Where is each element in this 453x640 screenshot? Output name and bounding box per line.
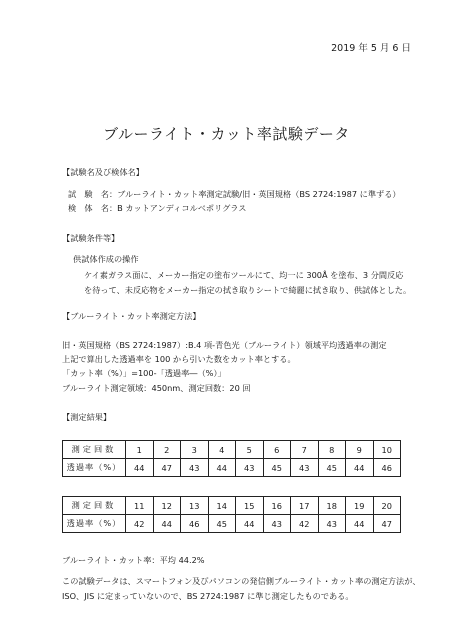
method-measurement-range: ブルーライト測定領域：450nm、測定回数：20 回	[62, 383, 251, 393]
method-line-2: 上記で算出した透過率を 100 から引いた数をカット率とする。	[62, 354, 296, 364]
count-cell: 9	[346, 441, 374, 459]
test-name-line: 試 験 名：ブルーライト・カット率測定試験/旧・英国規格（BS 2724:1987 に準ずる）	[68, 189, 401, 199]
table-row-count	[63, 441, 401, 459]
average-cut-rate: ブルーライト・カット率：平均 44.2%	[62, 555, 205, 565]
count-cell: 12	[153, 497, 181, 515]
method-line-1: 旧・英国規格（BS 2724:1987）:B.4 項-青色光（ブルーライト）領域平均透過率の測定	[62, 340, 387, 350]
footnote-line-2: ISO、JIS に定まっていないので、BS 2724:1987 に準じ測定したものである。	[62, 591, 354, 601]
specimen-prep-line-1: ケイ素ガラス面に、メーカー指定の塗布ツールにて、均一に 300Å を塗布、3 分間反応	[84, 270, 404, 280]
row-label-count: 測定回数	[63, 497, 126, 515]
document-title: ブルーライト・カット率試験データ	[103, 125, 350, 143]
table-row-transmittance	[63, 459, 401, 477]
value-cell: 43	[291, 459, 319, 477]
section-heading-conditions: 【試験条件等】	[62, 233, 120, 243]
value-cell: 44	[208, 459, 236, 477]
count-cell: 6	[263, 441, 291, 459]
count-cell: 2	[153, 441, 181, 459]
section-heading-results: 【測定結果】	[62, 412, 112, 422]
value-cell: 47	[153, 459, 181, 477]
specimen-name-line: 検 体 名：B カットアンディコルベポリグラス	[68, 203, 247, 213]
value-cell: 43	[236, 459, 264, 477]
value-cell: 44	[153, 515, 181, 533]
table-row-count	[63, 497, 401, 515]
specimen-prep-line-2: を待って、未反応物をメーカー指定の拭き取りシートで綺麗に拭き取り、供試体とした。	[84, 285, 412, 295]
value-cell: 43	[263, 515, 291, 533]
count-cell: 11	[126, 497, 154, 515]
footnote-line-1: この試験データは、スマートフォン及びパソコンの発信側ブルーライト・カット率の測定方法が、	[62, 576, 421, 586]
row-label-transmittance: 透過率（%）	[63, 515, 126, 533]
count-cell: 8	[318, 441, 346, 459]
method-formula: 「カット率（%）」=100-「透過率―（%）」	[62, 368, 226, 378]
value-cell: 47	[373, 515, 401, 533]
section-heading-method: 【ブルーライト・カット率測定方法】	[62, 311, 201, 321]
count-cell: 18	[318, 497, 346, 515]
count-cell: 1	[126, 441, 154, 459]
count-cell: 17	[291, 497, 319, 515]
count-cell: 3	[181, 441, 209, 459]
specimen-prep-subheading: 供試体作成の操作	[73, 254, 139, 264]
value-cell: 43	[181, 459, 209, 477]
row-label-transmittance: 透過率（%）	[63, 459, 126, 477]
value-cell: 44	[236, 515, 264, 533]
value-cell: 43	[318, 515, 346, 533]
table-row-transmittance	[63, 515, 401, 533]
count-cell: 15	[236, 497, 264, 515]
value-cell: 42	[291, 515, 319, 533]
value-cell: 44	[126, 459, 154, 477]
section-heading-test-name: 【試験名及び検体名】	[62, 167, 144, 177]
count-cell: 19	[346, 497, 374, 515]
results-table-2	[62, 496, 401, 533]
count-cell: 4	[208, 441, 236, 459]
count-cell: 16	[263, 497, 291, 515]
document-date: 2019 年 5 月 6 日	[331, 43, 411, 54]
value-cell: 42	[126, 515, 154, 533]
count-cell: 14	[208, 497, 236, 515]
value-cell: 45	[208, 515, 236, 533]
value-cell: 44	[346, 515, 374, 533]
results-table-1	[62, 440, 401, 477]
count-cell: 13	[181, 497, 209, 515]
value-cell: 45	[263, 459, 291, 477]
count-cell: 5	[236, 441, 264, 459]
value-cell: 45	[318, 459, 346, 477]
value-cell: 46	[181, 515, 209, 533]
row-label-count: 測定回数	[63, 441, 126, 459]
count-cell: 20	[373, 497, 401, 515]
count-cell: 7	[291, 441, 319, 459]
value-cell: 44	[346, 459, 374, 477]
value-cell: 46	[373, 459, 401, 477]
count-cell: 10	[373, 441, 401, 459]
